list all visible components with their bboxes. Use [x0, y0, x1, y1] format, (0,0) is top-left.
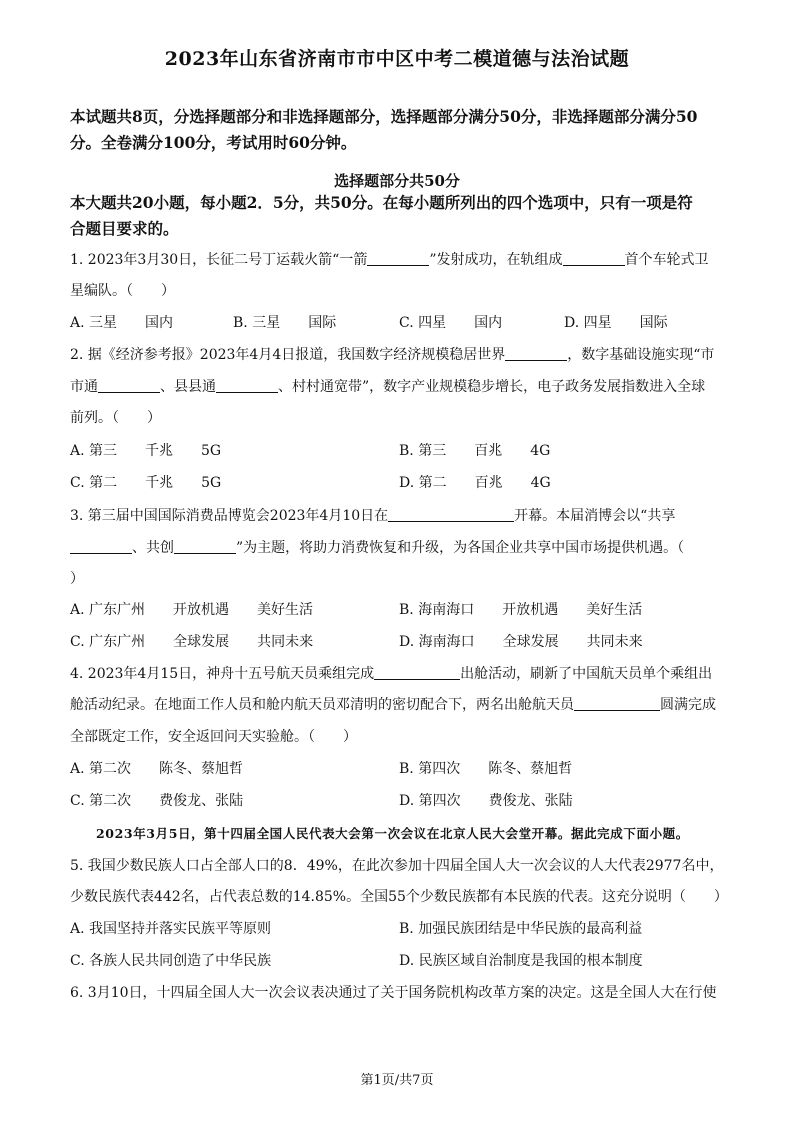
- notice-line: 本试题共8页，分选择题部分和非选择题部分，选择题部分满分50分，非选择题部分满分50: [70, 107, 698, 126]
- question-3-text: ）: [70, 571, 84, 587]
- question-5-text: 少数民族代表442名，占代表总数的14.85%。全国55个少数民族都有本民族的代表。这充分说明（ ）: [70, 889, 728, 905]
- section-description: [70, 190, 735, 242]
- question-2-text: 前列。（ ）: [70, 410, 161, 426]
- question-4-option-a: A. 第二次 陈冬、蔡旭哲: [70, 761, 244, 777]
- question-4-text: 全部既定工作，安全返回问天实验舱。（ ）: [70, 729, 357, 745]
- question-2-text: 市通 、县县通 、村村通宽带”，数字产业规模稳步增长，电子政务发展指数进入全球: [70, 379, 706, 395]
- question-1-option-d: D. 四星 国际: [564, 315, 668, 331]
- question-3-option-c: C. 广东广州 全球发展 共同未来: [70, 634, 314, 650]
- question-1-option-b: B. 三星 国际: [233, 315, 337, 331]
- question-1-text: 星编队。（ ）: [70, 283, 175, 299]
- question-2-option-a: A. 第三 千兆 5G: [70, 443, 222, 459]
- answer-blank: [374, 665, 460, 680]
- answer-blank: [388, 507, 514, 522]
- question-1-text: 1. 2023年3月30日，长征二号丁运载火箭“一箭 ”发射成功，在轨组成 首个车轮式卫: [70, 252, 709, 268]
- question-4-option-c: C. 第二次 费俊龙、张陆: [70, 793, 244, 809]
- question-4-option-b: B. 第四次 陈冬、蔡旭哲: [399, 761, 573, 777]
- exam-notice: [70, 104, 735, 156]
- question-2-text: 2. 据《经济参考报》2023年4月4日报道，我国数字经济规模稳居世界 ，数字基础设施实现“市: [70, 347, 715, 363]
- answer-blank: [174, 539, 236, 554]
- answer-blank: [574, 696, 660, 711]
- question-1-option-c: C. 四星 国内: [399, 315, 503, 331]
- question-5-option-c: C. 各族人民共同创造了中华民族: [70, 953, 272, 969]
- question-5-option-b: B. 加强民族团结是中华民族的最高利益: [399, 921, 643, 937]
- question-4-text: 舱活动纪录。在地面工作人员和舱内航天员邓清明的密切配合下，两名出舱航天员 圆满完成: [70, 697, 716, 713]
- question-2-option-c: C. 第二 千兆 5G: [70, 475, 222, 491]
- answer-blank: [505, 346, 567, 361]
- question-6-text: 6. 3月10日，十四届全国人大一次会议表决通过了关于国务院机构改革方案的决定。这是全国人大在行使: [70, 985, 717, 1001]
- question-5-text: 5. 我国少数民族人口占全部人口的8．49%，在此次参加十四届全国人大一次会议的人大代表2977名中，: [70, 858, 724, 874]
- answer-blank: [98, 378, 160, 393]
- question-2-option-d: D. 第二 百兆 4G: [399, 475, 551, 491]
- question-3-text: 、共创 ”为主题，将助力消费恢复和升级，为各国企业共享中国市场提供机遇。（: [70, 537, 684, 557]
- section-heading: 选择题部分共50分: [334, 172, 460, 190]
- answer-blank: [216, 378, 278, 393]
- question-3-text: 3. 第三届中国国际消费品博览会2023年4月10日在 开幕。本届消博会以“共享: [70, 508, 676, 524]
- question-3-option-d: D. 海南海口 全球发展 共同未来: [399, 634, 643, 650]
- exam-title: 2023年山东省济南市市中区中考二模道德与法治试题: [164, 48, 630, 70]
- answer-blank: [367, 251, 429, 266]
- answer-blank: [563, 251, 625, 266]
- page-number: 第1页/共7页: [360, 1073, 434, 1088]
- section-desc-line: 本大题共20小题，每小题2．5分，共50分。在每小题所列出的四个选项中，只有一项是符: [70, 193, 693, 212]
- question-1-option-a: A. 三星 国内: [70, 315, 174, 331]
- question-3-option-a: A. 广东广州 开放机遇 美好生活: [70, 602, 314, 618]
- notice-line: 分。全卷满分100分，考试用时60分钟。: [70, 133, 357, 152]
- question-3-option-b: B. 海南海口 开放机遇 美好生活: [399, 602, 643, 618]
- question-5-option-d: D. 民族区域自治制度是我国的根本制度: [399, 953, 643, 969]
- question-4-text: 4. 2023年4月15日，神舟十五号航天员乘组完成 出舱活动，刷新了中国航天员单个乘组出: [70, 666, 713, 682]
- question-2-option-b: B. 第三 百兆 4G: [399, 443, 551, 459]
- question-group-intro: 2023年3月5日，第十四届全国人民代表大会第一次会议在北京人民大会堂开幕。据此完成下面小题。: [96, 826, 689, 841]
- answer-blank: [70, 539, 132, 554]
- question-5-option-a: A. 我国坚持并落实民族平等原则: [70, 921, 272, 937]
- question-4-option-d: D. 第四次 费俊龙、张陆: [399, 793, 573, 809]
- section-desc-line: 合题目要求的。: [70, 219, 179, 238]
